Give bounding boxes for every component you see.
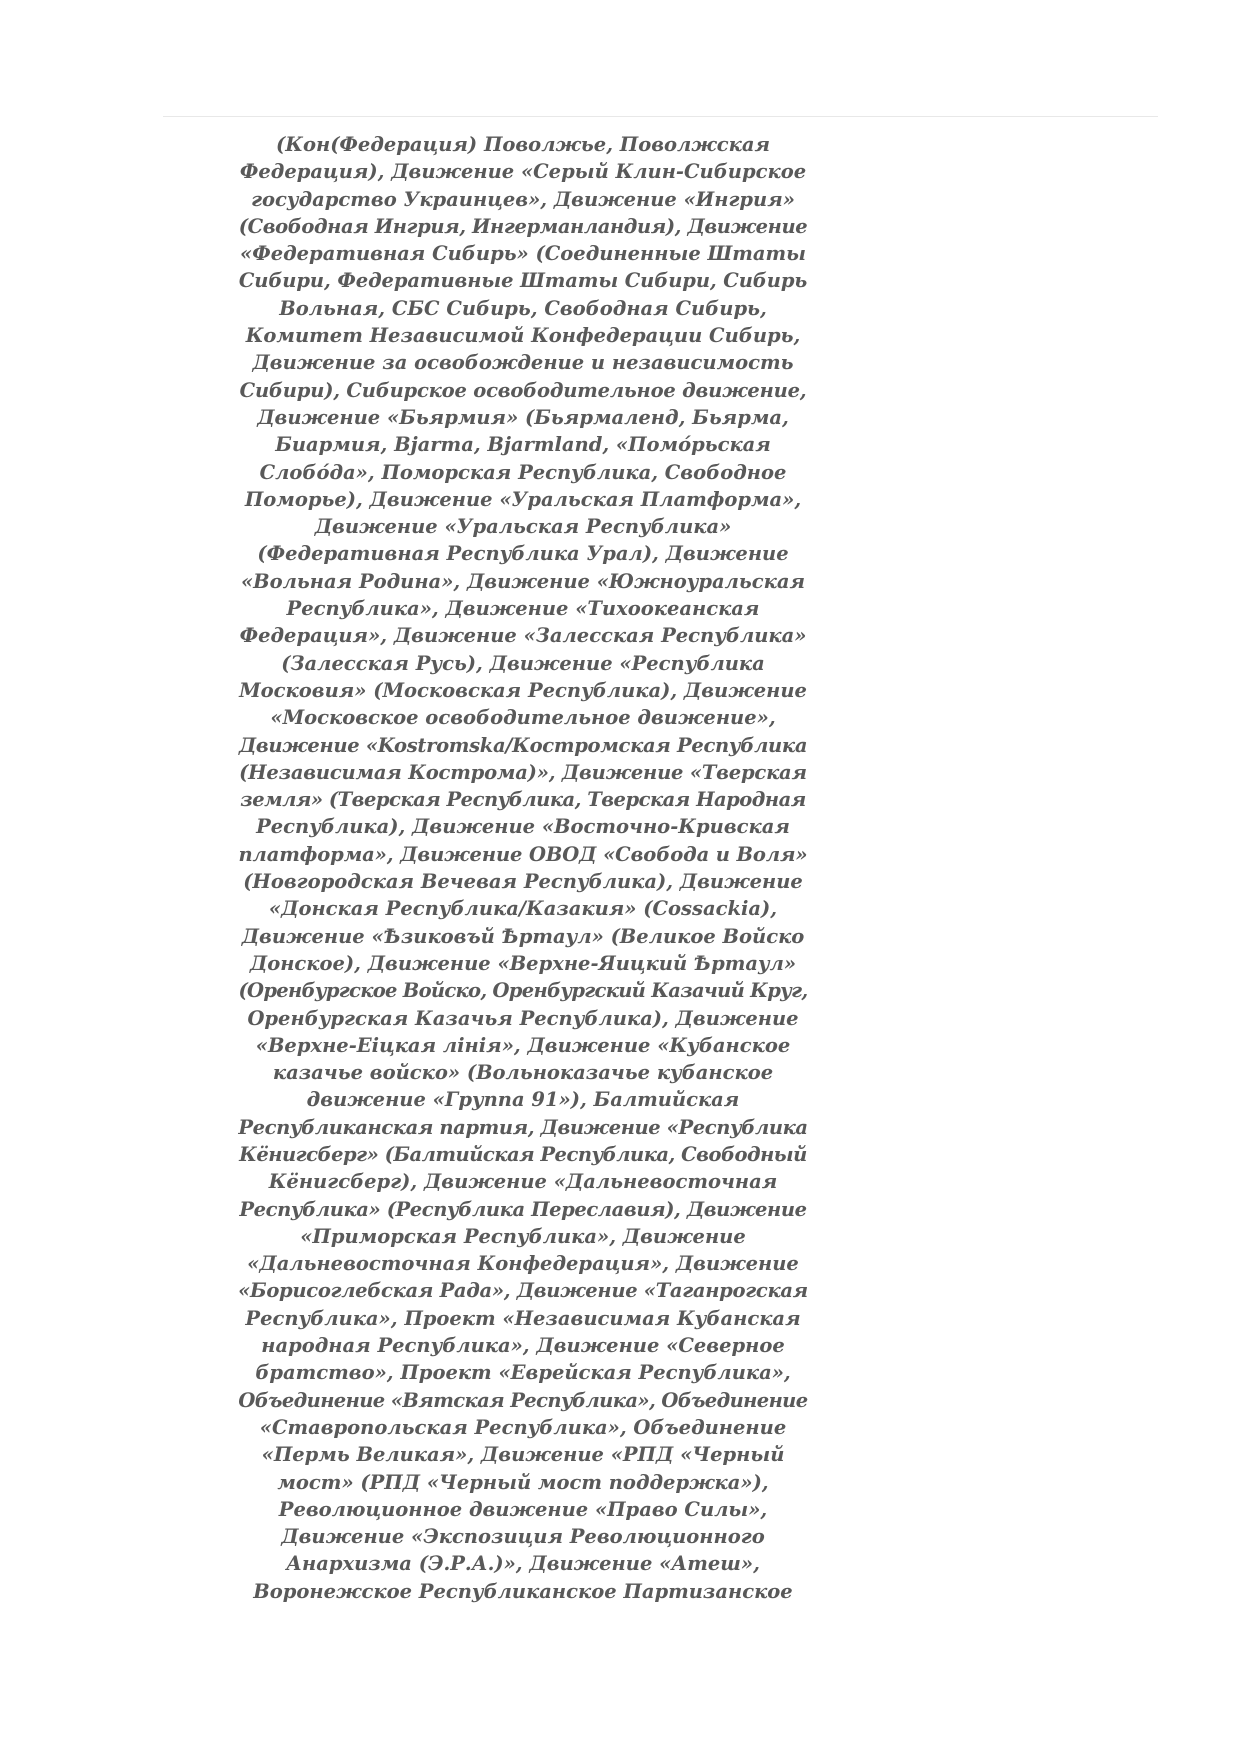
text-line: (Оренбургское Войско, Оренбургский Казачий Круг, (238, 979, 808, 1003)
text-line: Федерация), Движение «Серый Клин-Сибирское (239, 160, 807, 184)
text-line: Объединение «Вятская Республика», Объединение (238, 1388, 808, 1412)
text-line: «Вольная Родина», Движение «Южноуральская (240, 569, 806, 593)
text-line: Движение «Kostromska/Костромская Республика (238, 733, 808, 757)
text-line: «Ставропольская Республика», Объединение (259, 1415, 787, 1439)
text-line: «Пермь Великая», Движение «РПД «Черный (261, 1443, 785, 1467)
text-line: «Борисоглебская Рада», Движение «Таганрогская (238, 1279, 808, 1303)
text-line: Слобо́да», Поморская Республика, Свободное (259, 460, 787, 484)
text-line: (Независимая Кострома)», Движение «Тверская (239, 760, 807, 784)
text-line: Анархизма (Э.Р.А.)», Движение «Атеш», (286, 1552, 760, 1576)
text-line: (Федеративная Республика Урал), Движение (257, 542, 789, 566)
text-line: Воронежское Республиканское Партизанское (253, 1579, 793, 1603)
text-line: Московия» (Московская Республика), Движение (239, 678, 807, 702)
text-line: «Донская Республика/Казакия» (Cossackia), (268, 897, 778, 921)
text-line: движение «Группа 91»), Балтийская (306, 1088, 740, 1112)
text-line: братство», Проект «Еврейская Республика», (255, 1361, 791, 1385)
text-line: Республика» (Республика Переславия), Движение (239, 1197, 807, 1221)
text-line: Федерация», Движение «Залесская Республика» (239, 624, 807, 648)
text-line: мост» (РПД «Черный мост поддержка»), (277, 1470, 769, 1494)
text-line: государство Украинцев», Движение «Ингрия» (251, 187, 795, 211)
text-line: «Московское освободительное движение», (270, 706, 776, 730)
text-line: «Приморская Республика», Движение (300, 1224, 746, 1248)
text-line: Движение «Бьярмия» (Бьярмаленд, Бьярма, (257, 405, 789, 429)
text-line: Кёнигсберг» (Балтийская Республика, Свободный (239, 1142, 807, 1166)
text-line: Вольная, СБС Сибирь, Свободная Сибирь, (279, 296, 767, 320)
text-line: Комитет Независимой Конфедерации Сибирь, (245, 324, 801, 348)
text-line: казачье войско» (Вольноказачье кубанское (272, 1061, 774, 1085)
text-line: «Дальневосточная Конфедерация», Движение (247, 1252, 799, 1276)
text-line: Донское), Движение «Верхне-Яицкий Ѣртаул» (249, 951, 797, 975)
text-line: Оренбургская Казачья Республика), Движение (247, 1006, 799, 1030)
text-line: Сибири), Сибирское освободительное движение, (239, 378, 807, 402)
text-line: Республика», Движение «Тихоокеанская (286, 597, 760, 621)
text-line: Республиканская партия, Движение «Республика (238, 1115, 808, 1139)
text-line: Республика), Движение «Восточно-Кривская (256, 815, 790, 839)
text-line: Биармия, Bjarma, Bjarmland, «Помо́рьская (275, 433, 771, 457)
text-line: Движение за освобождение и независимость (252, 351, 794, 375)
text-line: «Верхне-Еіцкая лінія», Движение «Кубанское (255, 1033, 791, 1057)
text-line: Кёнигсберг), Движение «Дальневосточная (268, 1170, 778, 1194)
text-line: земля» (Тверская Республика, Тверская Народная (240, 788, 806, 812)
text-line: Движение «Ѣзиковъй Ѣртаул» (Великое Войско (241, 924, 805, 948)
text-line: Революционное движение «Право Силы», (278, 1497, 768, 1521)
text-line: Республика», Проект «Независимая Кубанская (245, 1306, 801, 1330)
text-line: народная Республика», Движение «Северное (261, 1334, 785, 1358)
text-line: (Свободная Ингрия, Ингерманландия), Движение (238, 214, 808, 238)
text-line: (Новгородская Вечевая Республика), Движение (243, 870, 803, 894)
body-paragraph (238, 131, 808, 1605)
text-line: Сибири, Федеративные Штаты Сибири, Сибирь (238, 269, 808, 293)
text-line: Движение «Экспозиция Революционного (281, 1525, 765, 1549)
text-line: (Залесская Русь), Движение «Республика (281, 651, 765, 675)
header-divider (163, 116, 1158, 117)
text-line: Движение «Уральская Республика» (314, 515, 732, 539)
text-line: платформа», Движение ОВОД «Свобода и Воля» (238, 842, 808, 866)
text-line: «Федеративная Сибирь» (Соединенные Штаты (240, 242, 806, 266)
text-line: Поморье), Движение «Уральская Платформа», (244, 487, 802, 511)
text-line: (Кон(Федерация) Поволжье, Поволжская (276, 133, 770, 156)
